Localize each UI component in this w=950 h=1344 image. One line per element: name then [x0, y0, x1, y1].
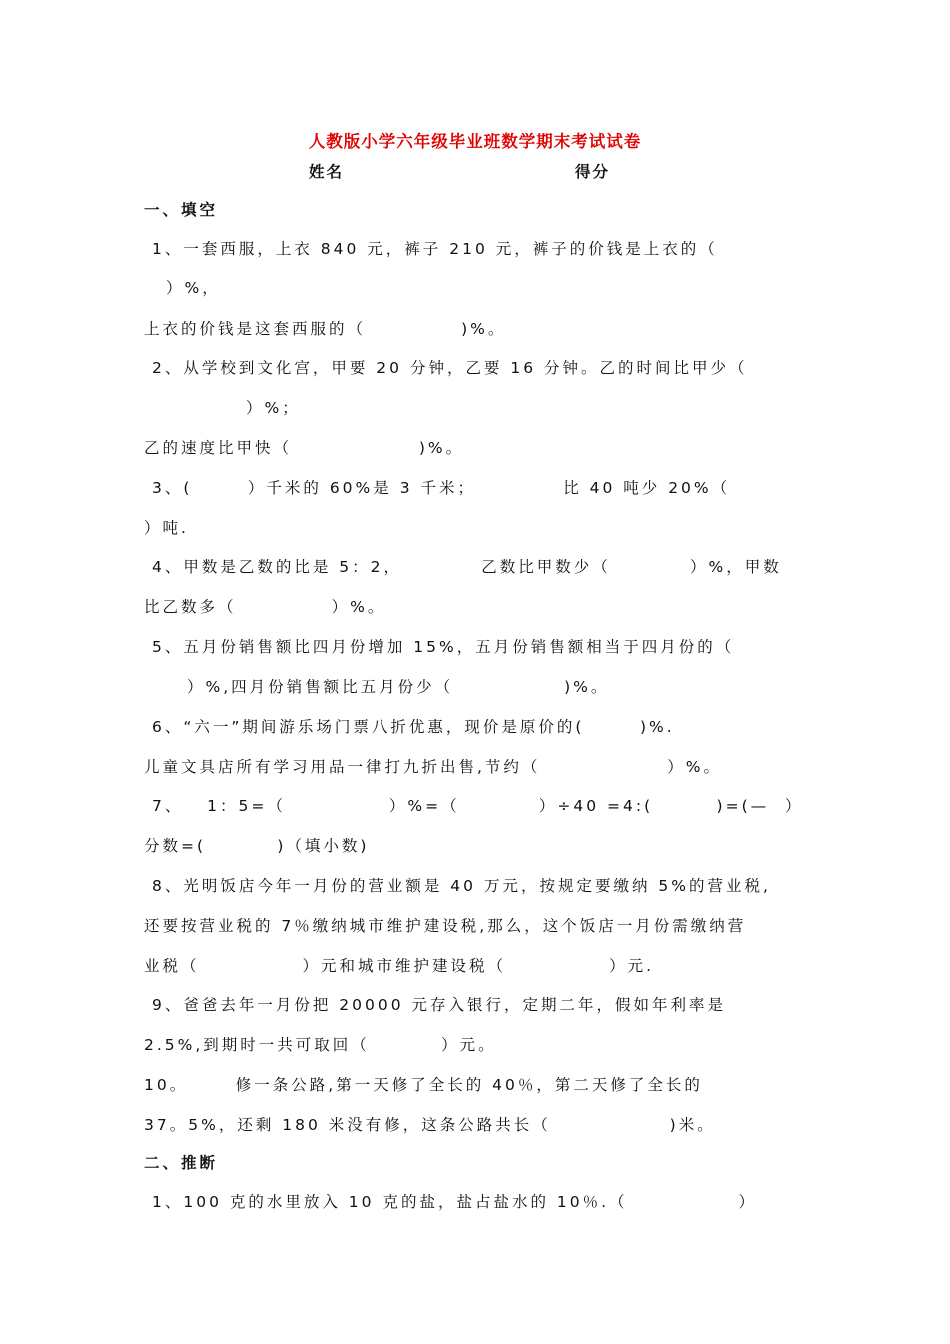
question-line: ）%,四月份销售额比五月份少（ )%。 [187, 678, 610, 696]
question-line: 37。5%，还剩 180 米没有修，这条公路共长（ )米。 [144, 1116, 716, 1134]
question-line: 2.5%,到期时一共可取回（ ）元。 [144, 1036, 497, 1054]
question-line: 儿童文具店所有学习用品一律打九折出售,节约（ ）%。 [144, 758, 722, 776]
question-line: 3、( ）千米的 60%是 3 千米； 比 40 吨少 20%（ [152, 479, 731, 497]
question-line: 上衣的价钱是这套西服的（ )%。 [144, 320, 507, 338]
question-line: 比乙数多（ ）%。 [144, 598, 387, 616]
question-line: 6、“六一”期间游乐场门票八折优惠，现价是原价的( )%. [152, 718, 675, 736]
section-heading-judgement: 二、推断 [144, 1154, 219, 1172]
question-line: 8、光明饭店今年一月份的营业额是 40 万元，按规定要缴纳 5%的营业税, [152, 877, 771, 895]
question-line: ）%， [166, 279, 221, 297]
question-line: ）%； [246, 399, 301, 417]
question-line: 乙的速度比甲快（ )%。 [144, 439, 465, 457]
exam-title: 人教版小学六年级毕业班数学期末考试试卷 [308, 132, 642, 151]
question-line: 1、100 克的水里放入 10 克的盐，盐占盐水的 10％.（ ） [152, 1193, 758, 1211]
question-line: 还要按营业税的 7％缴纳城市维护建设税,那么，这个饭店一月份需缴纳营 [144, 917, 747, 935]
score-label: 得分 [575, 163, 611, 181]
section-heading-fill-in: 一、填空 [144, 201, 219, 219]
question-line: 5、五月份销售额比四月份增加 15%，五月份销售额相当于四月份的（ [152, 638, 735, 656]
question-line: ）吨. [144, 519, 189, 537]
question-line: 业税（ ）元和城市维护建设税（ ）元. [144, 957, 655, 975]
question-line: 10。 修一条公路,第一天修了全长的 40％，第二天修了全长的 [144, 1076, 703, 1094]
question-line: 分数=( )（填小数) [144, 837, 370, 855]
question-line: 7、 1：5=（ ）%=（ ）÷40 =4:( )=(— ） [152, 797, 804, 815]
name-label: 姓名 [309, 163, 345, 181]
question-line: 4、甲数是乙数的比是 5：2， 乙数比甲数少（ ）%，甲数 [152, 558, 782, 576]
question-line: 1、一套西服，上衣 840 元，裤子 210 元，裤子的价钱是上衣的（ [152, 240, 718, 258]
question-line: 2、从学校到文化宫，甲要 20 分钟，乙要 16 分钟。乙的时间比甲少（ [152, 359, 748, 377]
question-line: 9、爸爸去年一月份把 20000 元存入银行，定期二年，假如年利率是 [152, 996, 727, 1014]
